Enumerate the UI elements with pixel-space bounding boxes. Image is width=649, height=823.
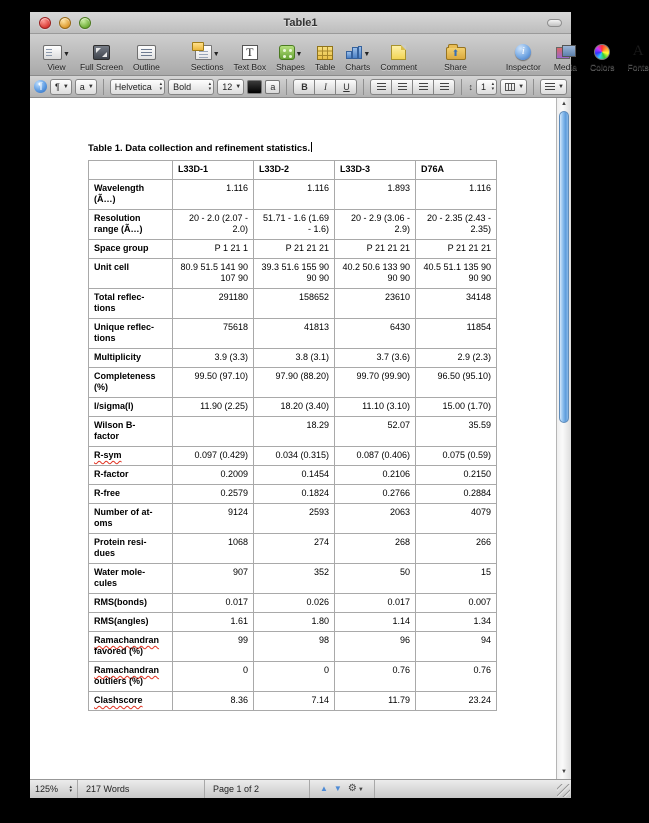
table-row xyxy=(89,319,497,349)
table-cell[interactable]: 35.59 xyxy=(416,417,497,447)
row-label-text: Resolution xyxy=(94,213,141,223)
icon-row xyxy=(630,40,646,60)
row-label-text: I/sigma(I) xyxy=(94,401,134,411)
table-cell[interactable]: 158652 xyxy=(254,289,335,319)
row-label[interactable] xyxy=(89,564,173,594)
toolbar-button-colors[interactable] xyxy=(590,40,615,72)
table-cell[interactable]: 2593 xyxy=(254,504,335,534)
table-cell[interactable]: 1068 xyxy=(173,534,254,564)
table-row xyxy=(89,259,497,289)
table-caption-text: Table 1. Data collection and refinement statistics. xyxy=(88,143,311,154)
column-header[interactable]: L33D-2 xyxy=(254,161,335,180)
chevron-down-icon: ▼ xyxy=(357,787,364,793)
toolbar-button-charts[interactable] xyxy=(345,40,370,72)
table-cell[interactable]: 41813 xyxy=(254,319,335,349)
align-left-icon xyxy=(377,83,386,90)
separator xyxy=(363,79,364,95)
row-label-text: Completeness xyxy=(94,371,156,381)
table-cell[interactable]: 40.2 50.6 133 90 90 90 xyxy=(335,259,416,289)
table-row xyxy=(89,504,497,534)
table-row xyxy=(89,594,497,613)
table-cell[interactable]: 94 xyxy=(416,632,497,662)
table-row xyxy=(89,368,497,398)
zoom-control[interactable] xyxy=(30,780,78,798)
close-button[interactable] xyxy=(39,17,51,29)
chevron-down-icon: ▼ xyxy=(62,83,69,90)
table-cell[interactable]: 18.29 xyxy=(254,417,335,447)
toolbar-button-inspector[interactable] xyxy=(506,40,541,72)
share-icon xyxy=(446,47,466,60)
row-label-text: factor xyxy=(94,431,120,441)
table-row xyxy=(89,613,497,632)
table-cell[interactable]: 0.1454 xyxy=(254,466,335,485)
styles-drawer-button[interactable]: ¶ xyxy=(34,80,47,93)
stepper-icon: ▴ ▾ xyxy=(491,81,495,92)
sections-icon xyxy=(195,45,212,60)
separator xyxy=(103,79,104,95)
row-label-text: outliers (%) xyxy=(94,676,144,686)
table-cell[interactable]: 97.90 (88.20) xyxy=(254,368,335,398)
table-cell[interactable]: 98 xyxy=(254,632,335,662)
table-row xyxy=(89,564,497,594)
row-label-text: R-free xyxy=(94,488,121,498)
table-row xyxy=(89,466,497,485)
toolbar-button-fonts[interactable] xyxy=(628,40,649,72)
row-label[interactable] xyxy=(89,613,173,632)
table-row xyxy=(89,447,497,466)
stepper-icon: ▴ ▾ xyxy=(159,81,163,92)
row-label-text: RMS(angles) xyxy=(94,616,149,626)
table-cell[interactable]: 9124 xyxy=(173,504,254,534)
table-cell[interactable]: 18.20 (3.40) xyxy=(254,398,335,417)
toolbar-toggle-button[interactable] xyxy=(547,19,562,27)
chevron-down-icon: ▼ xyxy=(363,51,371,58)
table-cell[interactable]: 266 xyxy=(416,534,497,564)
table-row xyxy=(89,398,497,417)
table-cell[interactable]: 3.9 (3.3) xyxy=(173,349,254,368)
table-cell[interactable]: 0.034 (0.315) xyxy=(254,447,335,466)
fullscreen-icon xyxy=(93,45,110,60)
table-cell[interactable]: 23.24 xyxy=(416,692,497,711)
table-row xyxy=(89,240,497,259)
table-cell[interactable] xyxy=(173,417,254,447)
table-cell[interactable]: 99.70 (99.90) xyxy=(335,368,416,398)
minimize-button[interactable] xyxy=(59,17,71,29)
toolbar-button-full-screen[interactable] xyxy=(80,40,123,72)
icon-row xyxy=(391,40,406,60)
table-cell[interactable]: 1.116 xyxy=(416,180,497,210)
icon-row xyxy=(43,40,70,60)
row-label[interactable] xyxy=(89,398,173,417)
row-label[interactable] xyxy=(89,692,173,711)
chevron-down-icon: ▼ xyxy=(295,51,303,58)
highlight-color-well[interactable]: a xyxy=(265,80,280,94)
row-label-text: Protein resi- xyxy=(94,537,147,547)
status-bar xyxy=(30,779,571,798)
row-label-text: Unit cell xyxy=(94,262,130,272)
chevron-down-icon: ▼ xyxy=(63,51,70,58)
columns-icon xyxy=(505,83,515,91)
row-label-text: Space group xyxy=(94,243,149,253)
table-cell[interactable]: 20 - 2.35 (2.43 - 2.35) xyxy=(416,210,497,240)
table-cell[interactable]: 4079 xyxy=(416,504,497,534)
align-center-icon xyxy=(398,83,407,90)
align-justify-button[interactable] xyxy=(434,79,455,95)
table-cell[interactable]: 1.80 xyxy=(254,613,335,632)
toolbar-button-comment[interactable] xyxy=(380,40,417,72)
row-label-text: R-factor xyxy=(94,469,129,479)
table-cell[interactable]: 1.14 xyxy=(335,613,416,632)
resize-grip[interactable] xyxy=(557,784,570,797)
row-label-text: range (Ã…) xyxy=(94,224,143,234)
table-cell[interactable]: 20 - 2.0 (2.07 - 2.0) xyxy=(173,210,254,240)
row-label-text: (%) xyxy=(94,382,108,392)
row-label[interactable] xyxy=(89,289,173,319)
toolbar-button-shapes[interactable] xyxy=(276,40,305,72)
format-bar xyxy=(30,76,571,98)
toolbar-label: Table xyxy=(314,62,336,72)
scrollbar-thumb[interactable] xyxy=(559,111,569,423)
column-header[interactable]: L33D-1 xyxy=(173,161,254,180)
row-label-text: Wilson B- xyxy=(94,420,136,430)
column-header[interactable]: L33D-3 xyxy=(335,161,416,180)
outline-icon xyxy=(137,45,156,60)
table-row xyxy=(89,632,497,662)
document-area xyxy=(30,98,571,779)
page[interactable] xyxy=(30,98,556,779)
toolbar-label: Outline xyxy=(132,62,160,72)
table-cell[interactable]: P 21 21 21 xyxy=(335,240,416,259)
scroll-up-arrow[interactable]: ▲ xyxy=(561,101,567,107)
table-cell[interactable]: 0.76 xyxy=(335,662,416,692)
row-label[interactable] xyxy=(89,662,173,692)
column-header[interactable] xyxy=(89,161,173,180)
align-left-button[interactable] xyxy=(370,79,392,95)
table-cell[interactable]: 20 - 2.9 (3.06 - 2.9) xyxy=(335,210,416,240)
toolbar-label: Sections xyxy=(190,62,224,72)
gear-icon[interactable]: ⚙▼ xyxy=(347,783,364,794)
table-cell[interactable]: 8.36 xyxy=(173,692,254,711)
text-color-well[interactable] xyxy=(247,80,262,94)
table-cell[interactable]: 1.116 xyxy=(254,180,335,210)
table-cell[interactable]: 75618 xyxy=(173,319,254,349)
toolbar xyxy=(30,34,649,76)
table-cell[interactable]: 11.90 (2.25) xyxy=(173,398,254,417)
row-label[interactable] xyxy=(89,417,173,447)
stepper-icon: ▴ ▾ xyxy=(208,81,212,92)
toolbar-label: Full Screen xyxy=(79,62,123,72)
columns-dropdown[interactable] xyxy=(500,79,527,95)
row-label-text: RMS(bonds) xyxy=(94,597,147,607)
column-header[interactable]: D76A xyxy=(416,161,497,180)
fonts-icon xyxy=(630,44,646,60)
separator xyxy=(533,79,534,95)
previous-page-button[interactable]: ▲ xyxy=(320,784,328,793)
row-label-text: Clashscore xyxy=(94,695,143,705)
table-cell[interactable]: 0.017 xyxy=(335,594,416,613)
row-label[interactable] xyxy=(89,594,173,613)
stats-table[interactable] xyxy=(88,160,497,711)
row-label-text: favored (%) xyxy=(94,646,144,656)
word-count xyxy=(78,780,205,798)
row-label-text: tions xyxy=(94,333,116,343)
font-face-select[interactable]: Bold ▴ ▾ xyxy=(168,79,214,95)
row-label[interactable] xyxy=(89,240,173,259)
toolbar-label: Share xyxy=(444,62,467,72)
next-page-button[interactable]: ▼ xyxy=(333,784,342,793)
icon-row xyxy=(279,40,303,60)
vertical-scrollbar[interactable] xyxy=(556,98,571,779)
toolbar-label: Shapes xyxy=(276,62,305,72)
table-cell[interactable]: P 21 21 21 xyxy=(254,240,335,259)
table-cell[interactable]: 15.00 (1.70) xyxy=(416,398,497,417)
table-cell[interactable]: 291180 xyxy=(173,289,254,319)
align-right-icon xyxy=(419,83,428,90)
italic-button[interactable]: I xyxy=(315,79,336,95)
separator xyxy=(286,79,287,95)
table-cell[interactable]: 2.9 (2.3) xyxy=(416,349,497,368)
table-cell[interactable]: 96.50 (95.10) xyxy=(416,368,497,398)
table-cell[interactable]: 0.075 (0.59) xyxy=(416,447,497,466)
icon-row xyxy=(446,40,466,60)
table-cell[interactable]: 6430 xyxy=(335,319,416,349)
line-spacing-stepper[interactable]: 1 ▴ ▾ xyxy=(476,79,497,95)
table-row xyxy=(89,349,497,368)
toolbar-button-sections[interactable] xyxy=(191,40,224,72)
table-cell[interactable]: 0 xyxy=(254,662,335,692)
table-row xyxy=(89,180,497,210)
row-label-text: Number of at- xyxy=(94,507,153,517)
colors-icon xyxy=(594,44,610,60)
toolbar-button-outline[interactable] xyxy=(133,40,160,72)
table-cell[interactable]: 50 xyxy=(335,564,416,594)
table-row xyxy=(89,417,497,447)
list-icon xyxy=(545,83,555,91)
table-cell[interactable]: 0.2150 xyxy=(416,466,497,485)
table-row xyxy=(89,692,497,711)
list-style-dropdown[interactable] xyxy=(540,79,567,95)
paragraph-style-dropdown[interactable]: ¶ ▼ xyxy=(50,79,72,95)
table-row xyxy=(89,534,497,564)
row-label-text: R-sym xyxy=(94,450,122,460)
chevron-down-icon: ▼ xyxy=(235,83,242,90)
toolbar-label: Text Box xyxy=(233,62,267,72)
row-label[interactable] xyxy=(89,632,173,662)
table-cell[interactable]: 99.50 (97.10) xyxy=(173,368,254,398)
table-cell[interactable]: P 21 21 21 xyxy=(416,240,497,259)
toolbar-label: Fonts xyxy=(627,62,649,72)
text-caret xyxy=(311,142,312,152)
titlebar[interactable] xyxy=(30,12,571,34)
table-cell[interactable]: 0.2009 xyxy=(173,466,254,485)
textbox-icon xyxy=(242,45,258,60)
table-cell[interactable]: 0.2884 xyxy=(416,485,497,504)
row-label[interactable] xyxy=(89,210,173,240)
icon-row xyxy=(317,40,333,60)
toolbar-button-table[interactable] xyxy=(315,40,335,72)
table-cell[interactable]: 907 xyxy=(173,564,254,594)
table-cell[interactable]: 0.097 (0.429) xyxy=(173,447,254,466)
table-cell[interactable]: 34148 xyxy=(416,289,497,319)
window-controls xyxy=(39,17,91,29)
icon-row xyxy=(515,40,531,60)
table-row xyxy=(89,289,497,319)
separator xyxy=(461,79,462,95)
pages-window xyxy=(30,12,649,798)
chevron-down-icon: ▼ xyxy=(212,51,220,58)
scroll-down-arrow[interactable]: ▼ xyxy=(561,769,567,775)
table-cell[interactable]: P 1 21 1 xyxy=(173,240,254,259)
stepper-icon: ▴ ▾ xyxy=(69,783,72,794)
row-label-text: Multiplicity xyxy=(94,352,141,362)
icon-row xyxy=(555,40,575,60)
text-style-group xyxy=(293,79,357,95)
toolbar-label: View xyxy=(47,62,66,72)
table-cell[interactable]: 1.61 xyxy=(173,613,254,632)
page-indicator xyxy=(205,780,310,798)
table-cell[interactable]: 0 xyxy=(173,662,254,692)
inspector-icon xyxy=(515,44,531,60)
toolbar-label: Comment xyxy=(380,62,418,72)
row-label[interactable] xyxy=(89,368,173,398)
row-label-text: cules xyxy=(94,578,118,588)
bold-button[interactable]: B xyxy=(293,79,315,95)
table-cell[interactable]: 268 xyxy=(335,534,416,564)
chevron-down-icon: ▼ xyxy=(518,83,525,90)
window-title: Table1 xyxy=(283,16,318,29)
table-cell[interactable]: 99 xyxy=(173,632,254,662)
toolbar-label: Inspector xyxy=(505,62,541,72)
toolbar-button-text-box[interactable] xyxy=(233,40,266,72)
alignment-group xyxy=(370,79,455,95)
row-label[interactable] xyxy=(89,504,173,534)
row-label[interactable] xyxy=(89,447,173,466)
table-cell[interactable]: 0.007 xyxy=(416,594,497,613)
table-row xyxy=(89,210,497,240)
icon-row xyxy=(195,40,220,60)
table-cell[interactable]: 1.893 xyxy=(335,180,416,210)
row-label-text: Total reflec- xyxy=(94,292,145,302)
table-cell[interactable]: 80.9 51.5 141 90 107 90 xyxy=(173,259,254,289)
row-label[interactable] xyxy=(89,319,173,349)
chevron-down-icon: ▼ xyxy=(558,83,564,90)
row-label[interactable] xyxy=(89,485,173,504)
table-cell[interactable]: 96 xyxy=(335,632,416,662)
table-cell[interactable]: 2063 xyxy=(335,504,416,534)
toolbar-label: Media xyxy=(553,62,577,72)
table-cell[interactable]: 0.2766 xyxy=(335,485,416,504)
zoom-level: 125% xyxy=(35,784,59,794)
row-label[interactable] xyxy=(89,259,173,289)
table-cell[interactable]: 52.07 xyxy=(335,417,416,447)
row-label-text: Ramachandran xyxy=(94,665,160,675)
chevron-down-icon: ▼ xyxy=(87,83,94,90)
shapes-icon xyxy=(279,45,295,60)
icon-row xyxy=(93,40,110,60)
media-icon xyxy=(555,45,575,60)
icon-row xyxy=(242,40,258,60)
table-row xyxy=(89,662,497,692)
table-cell[interactable]: 1.34 xyxy=(416,613,497,632)
table-cell[interactable]: 3.7 (3.6) xyxy=(335,349,416,368)
table-cell[interactable]: 0.026 xyxy=(254,594,335,613)
table-row xyxy=(89,485,497,504)
table-header-row xyxy=(89,161,497,180)
table-cell[interactable]: 0.76 xyxy=(416,662,497,692)
row-label[interactable] xyxy=(89,534,173,564)
table-cell[interactable]: 0.017 xyxy=(173,594,254,613)
page-indicator-label: Page 1 of 2 xyxy=(213,784,260,794)
view-icon xyxy=(43,45,62,60)
align-center-button[interactable] xyxy=(392,79,413,95)
icon-row xyxy=(594,40,610,60)
table-cell[interactable]: 11.79 xyxy=(335,692,416,711)
font-family-select[interactable]: Helvetica ▴ ▾ xyxy=(110,79,165,95)
toolbar-button-view[interactable] xyxy=(43,40,70,72)
row-label[interactable] xyxy=(89,180,173,210)
table-cell[interactable]: 15 xyxy=(416,564,497,594)
line-spacing-icon: ↕ xyxy=(468,81,473,92)
zoom-window-button[interactable] xyxy=(79,17,91,29)
table-cell[interactable]: 3.8 (3.1) xyxy=(254,349,335,368)
row-label-text: oms xyxy=(94,518,113,528)
table-cell[interactable]: 51.71 - 1.6 (1.69 - 1.6) xyxy=(254,210,335,240)
row-label-text: Water mole- xyxy=(94,567,146,577)
row-label-text: tions xyxy=(94,303,116,313)
table-cell[interactable]: 7.14 xyxy=(254,692,335,711)
table-caption[interactable] xyxy=(88,142,556,154)
underline-button[interactable]: U xyxy=(336,79,357,95)
toolbar-button-media[interactable] xyxy=(554,40,577,72)
toolbar-label: Charts xyxy=(345,62,371,72)
table-header-row xyxy=(89,161,497,180)
align-justify-icon xyxy=(440,83,449,90)
row-label-text: Unique reflec- xyxy=(94,322,155,332)
table-cell[interactable]: 0.1824 xyxy=(254,485,335,504)
table-cell[interactable]: 40.5 51.1 135 90 90 90 xyxy=(416,259,497,289)
table-cell[interactable]: 0.2106 xyxy=(335,466,416,485)
table-cell[interactable]: 11854 xyxy=(416,319,497,349)
charts-icon xyxy=(345,45,362,60)
table-cell[interactable]: 1.116 xyxy=(173,180,254,210)
table-cell[interactable]: 23610 xyxy=(335,289,416,319)
table-cell[interactable]: 39.3 51.6 155 90 90 90 xyxy=(254,259,335,289)
page-navigation xyxy=(310,780,375,798)
row-label[interactable] xyxy=(89,466,173,485)
word-count-label: 217 Words xyxy=(86,784,130,794)
toolbar-button-share[interactable] xyxy=(444,40,467,72)
row-label-text: Wavelength xyxy=(94,183,145,193)
row-label-text: (Ã…) xyxy=(94,194,116,204)
toolbar-label: Colors xyxy=(589,62,615,72)
table-icon xyxy=(317,46,333,60)
icon-row xyxy=(345,40,370,60)
comment-icon xyxy=(391,45,406,60)
table-cell[interactable]: 274 xyxy=(254,534,335,564)
icon-row xyxy=(137,40,156,60)
font-size-select[interactable]: 12 ▼ xyxy=(217,79,244,95)
row-label-text: dues xyxy=(94,548,116,558)
table-cell[interactable]: 0.2579 xyxy=(173,485,254,504)
align-right-button[interactable] xyxy=(413,79,434,95)
table-cell[interactable]: 11.10 (3.10) xyxy=(335,398,416,417)
row-label[interactable] xyxy=(89,349,173,368)
table-cell[interactable]: 352 xyxy=(254,564,335,594)
character-style-dropdown[interactable]: a ▼ xyxy=(75,79,97,95)
row-label-text: Ramachandran xyxy=(94,635,160,645)
table-cell[interactable]: 0.087 (0.406) xyxy=(335,447,416,466)
